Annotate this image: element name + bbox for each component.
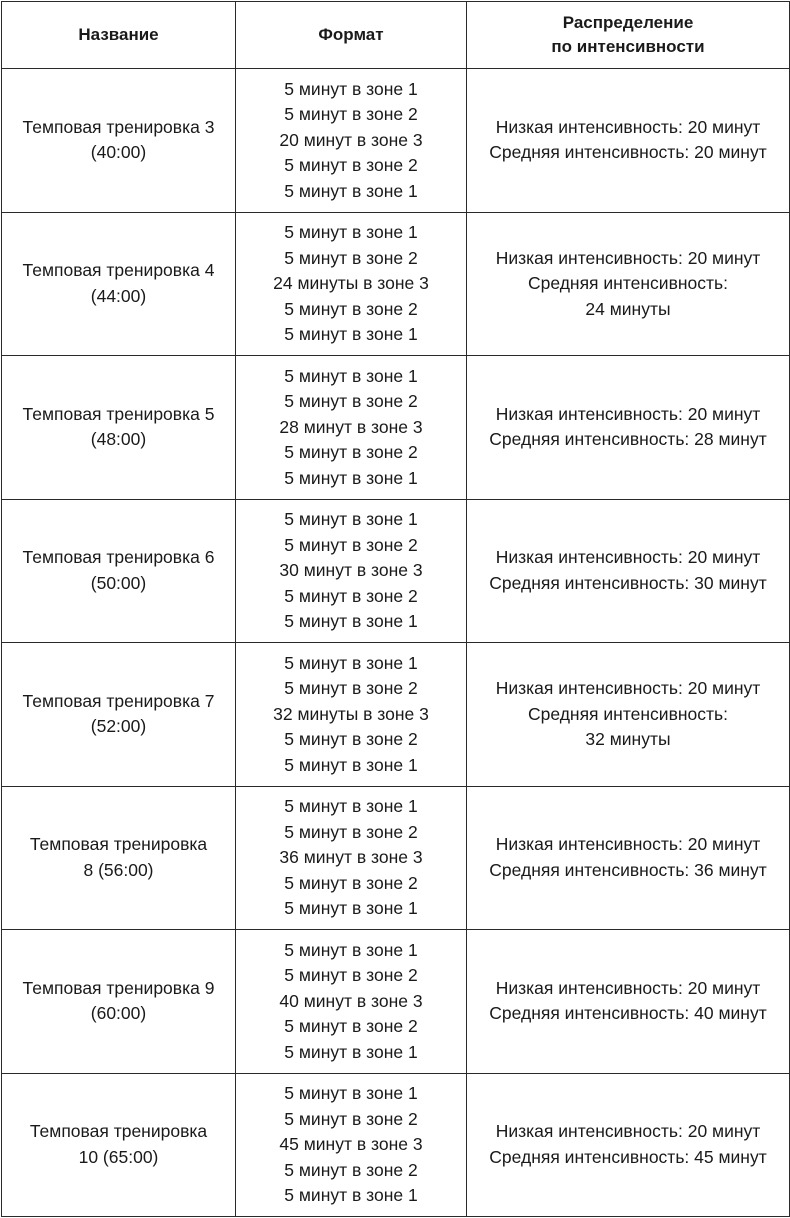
format-line: 5 минут в зоне 1 — [284, 1041, 418, 1062]
workout-format-cell — [236, 69, 467, 213]
workout-name-cell — [2, 212, 236, 356]
workout-name-line: (48:00) — [90, 429, 147, 450]
workout-name-line: Темповая тренировка 5 — [22, 403, 215, 424]
distribution-line: Низкая интенсивность: 20 минут — [495, 547, 761, 568]
distribution-line: Низкая интенсивность: 20 минут — [495, 1121, 761, 1142]
format-line: 5 минут в зоне 2 — [284, 821, 418, 842]
intensity-distribution-cell — [467, 69, 790, 213]
workout-name-line: 8 (56:00) — [83, 859, 154, 880]
table-body — [2, 69, 790, 1217]
workout-format-cell — [236, 499, 467, 643]
distribution-line: Низкая интенсивность: 20 минут — [495, 834, 761, 855]
table-header-row — [2, 2, 790, 69]
format-line: 5 минут в зоне 2 — [284, 104, 418, 124]
format-line: 5 минут в зоне 1 — [284, 365, 418, 386]
table-row — [2, 69, 790, 213]
format-line: 30 минут в зоне 3 — [279, 560, 423, 580]
header-distribution-line: Распределение — [562, 13, 694, 32]
distribution-line: 32 минуты — [585, 729, 671, 749]
distribution-line: Низкая интенсивность: 20 минут — [495, 116, 761, 137]
table-row — [2, 212, 790, 356]
intensity-distribution-cell — [467, 786, 790, 930]
format-line: 28 минут в зоне 3 — [279, 416, 423, 437]
distribution-line: Средняя интенсивность: 40 минут — [489, 1003, 767, 1024]
format-line: 5 минут в зоне 2 — [284, 247, 418, 268]
distribution-line: Низкая интенсивность: 20 минут — [495, 403, 761, 424]
header-distribution-line: по интенсивности — [551, 37, 705, 56]
workout-format-cell — [236, 212, 467, 356]
table-row — [2, 786, 790, 930]
header-format: Формат — [236, 2, 467, 69]
format-line: 5 минут в зоне 1 — [284, 324, 418, 344]
workout-name-line: Темповая тренировка — [29, 834, 208, 855]
distribution-line: Средняя интенсивность: — [527, 703, 729, 724]
workout-name-line: Темповая тренировка 9 — [22, 977, 215, 998]
workout-name-line: (40:00) — [90, 142, 147, 163]
table-row — [2, 499, 790, 643]
workout-name-line: Темповая тренировка 7 — [22, 690, 215, 711]
intensity-distribution-cell — [467, 930, 790, 1074]
workout-name-cell — [2, 69, 236, 213]
workout-name-cell — [2, 643, 236, 787]
format-line: 5 минут в зоне 2 — [284, 298, 418, 319]
workout-name-cell — [2, 499, 236, 643]
format-line: 5 минут в зоне 1 — [284, 898, 418, 918]
workout-format-cell — [236, 356, 467, 500]
format-line: 45 минут в зоне 3 — [279, 1134, 423, 1154]
header-distribution — [467, 2, 790, 69]
distribution-line: 24 минуты — [585, 298, 671, 319]
table-row — [2, 356, 790, 500]
workout-name-line: Темповая тренировка — [29, 1121, 208, 1142]
format-line: 5 минут в зоне 2 — [284, 1159, 418, 1180]
format-line: 5 минут в зоне 2 — [284, 965, 418, 985]
workout-name-line: (50:00) — [90, 572, 147, 593]
distribution-line: Средняя интенсивность: 28 минут — [489, 429, 767, 450]
format-line: 5 минут в зоне 1 — [284, 939, 418, 960]
format-line: 5 минут в зоне 1 — [284, 180, 418, 201]
intensity-distribution-cell — [467, 356, 790, 500]
format-line: 5 минут в зоне 1 — [284, 754, 418, 775]
format-line: 40 минут в зоне 3 — [279, 990, 423, 1011]
distribution-line: Низкая интенсивность: 20 минут — [495, 977, 761, 998]
workout-name-line: Темповая тренировка 6 — [22, 547, 215, 568]
distribution-line: Средняя интенсивность: 30 минут — [489, 572, 767, 593]
distribution-line: Средняя интенсивность: 20 минут — [489, 142, 767, 163]
workout-format-cell — [236, 1073, 467, 1217]
table-row — [2, 643, 790, 787]
distribution-line: Средняя интенсивность: 36 минут — [489, 859, 767, 880]
workout-name-cell — [2, 356, 236, 500]
format-line: 5 минут в зоне 1 — [284, 222, 418, 242]
format-line: 36 минут в зоне 3 — [279, 847, 423, 867]
format-line: 5 минут в зоне 2 — [284, 1108, 418, 1129]
distribution-line: Низкая интенсивность: 20 минут — [495, 247, 761, 268]
table-row — [2, 930, 790, 1074]
format-line: 20 минут в зоне 3 — [279, 129, 423, 150]
workout-format-cell — [236, 786, 467, 930]
format-line: 5 минут в зоне 2 — [284, 155, 418, 175]
workout-name-line: 10 (65:00) — [78, 1146, 159, 1167]
intensity-distribution-cell — [467, 212, 790, 356]
format-line: 24 минуты в зоне 3 — [273, 273, 429, 293]
format-line: 5 минут в зоне 1 — [284, 467, 418, 488]
distribution-line: Низкая интенсивность: 20 минут — [495, 678, 761, 698]
format-line: 5 минут в зоне 1 — [284, 796, 418, 816]
format-line: 5 минут в зоне 2 — [284, 391, 418, 411]
format-line: 5 минут в зоне 1 — [284, 611, 418, 631]
tempo-workouts-table — [1, 1, 790, 1217]
distribution-line: Средняя интенсивность: — [527, 273, 729, 293]
workout-format-cell — [236, 930, 467, 1074]
workout-name-line: (52:00) — [90, 716, 147, 737]
format-line: 32 минуты в зоне 3 — [273, 703, 429, 724]
format-line: 5 минут в зоне 1 — [284, 1185, 418, 1205]
intensity-distribution-cell — [467, 643, 790, 787]
format-line: 5 минут в зоне 2 — [284, 534, 418, 555]
format-line: 5 минут в зоне 2 — [284, 729, 418, 749]
format-line: 5 минут в зоне 2 — [284, 442, 418, 462]
format-line: 5 минут в зоне 2 — [284, 1016, 418, 1036]
table-row — [2, 1073, 790, 1217]
header-name: Название — [2, 2, 236, 69]
format-line: 5 минут в зоне 1 — [284, 509, 418, 529]
format-line: 5 минут в зоне 1 — [284, 1083, 418, 1103]
format-line: 5 минут в зоне 2 — [284, 872, 418, 893]
workout-name-cell — [2, 786, 236, 930]
workout-name-cell — [2, 1073, 236, 1217]
format-line: 5 минут в зоне 2 — [284, 678, 418, 698]
workout-name-line: (44:00) — [90, 285, 147, 306]
format-line: 5 минут в зоне 2 — [284, 585, 418, 606]
format-line: 5 минут в зоне 1 — [284, 652, 418, 673]
intensity-distribution-cell — [467, 1073, 790, 1217]
intensity-distribution-cell — [467, 499, 790, 643]
distribution-line: Средняя интенсивность: 45 минут — [489, 1146, 767, 1167]
workout-name-line: Темповая тренировка 3 — [22, 116, 215, 137]
workout-name-line: Темповая тренировка 4 — [22, 260, 215, 281]
format-line: 5 минут в зоне 1 — [284, 78, 418, 99]
workout-format-cell — [236, 643, 467, 787]
workout-name-line: (60:00) — [90, 1003, 147, 1024]
workout-name-cell — [2, 930, 236, 1074]
